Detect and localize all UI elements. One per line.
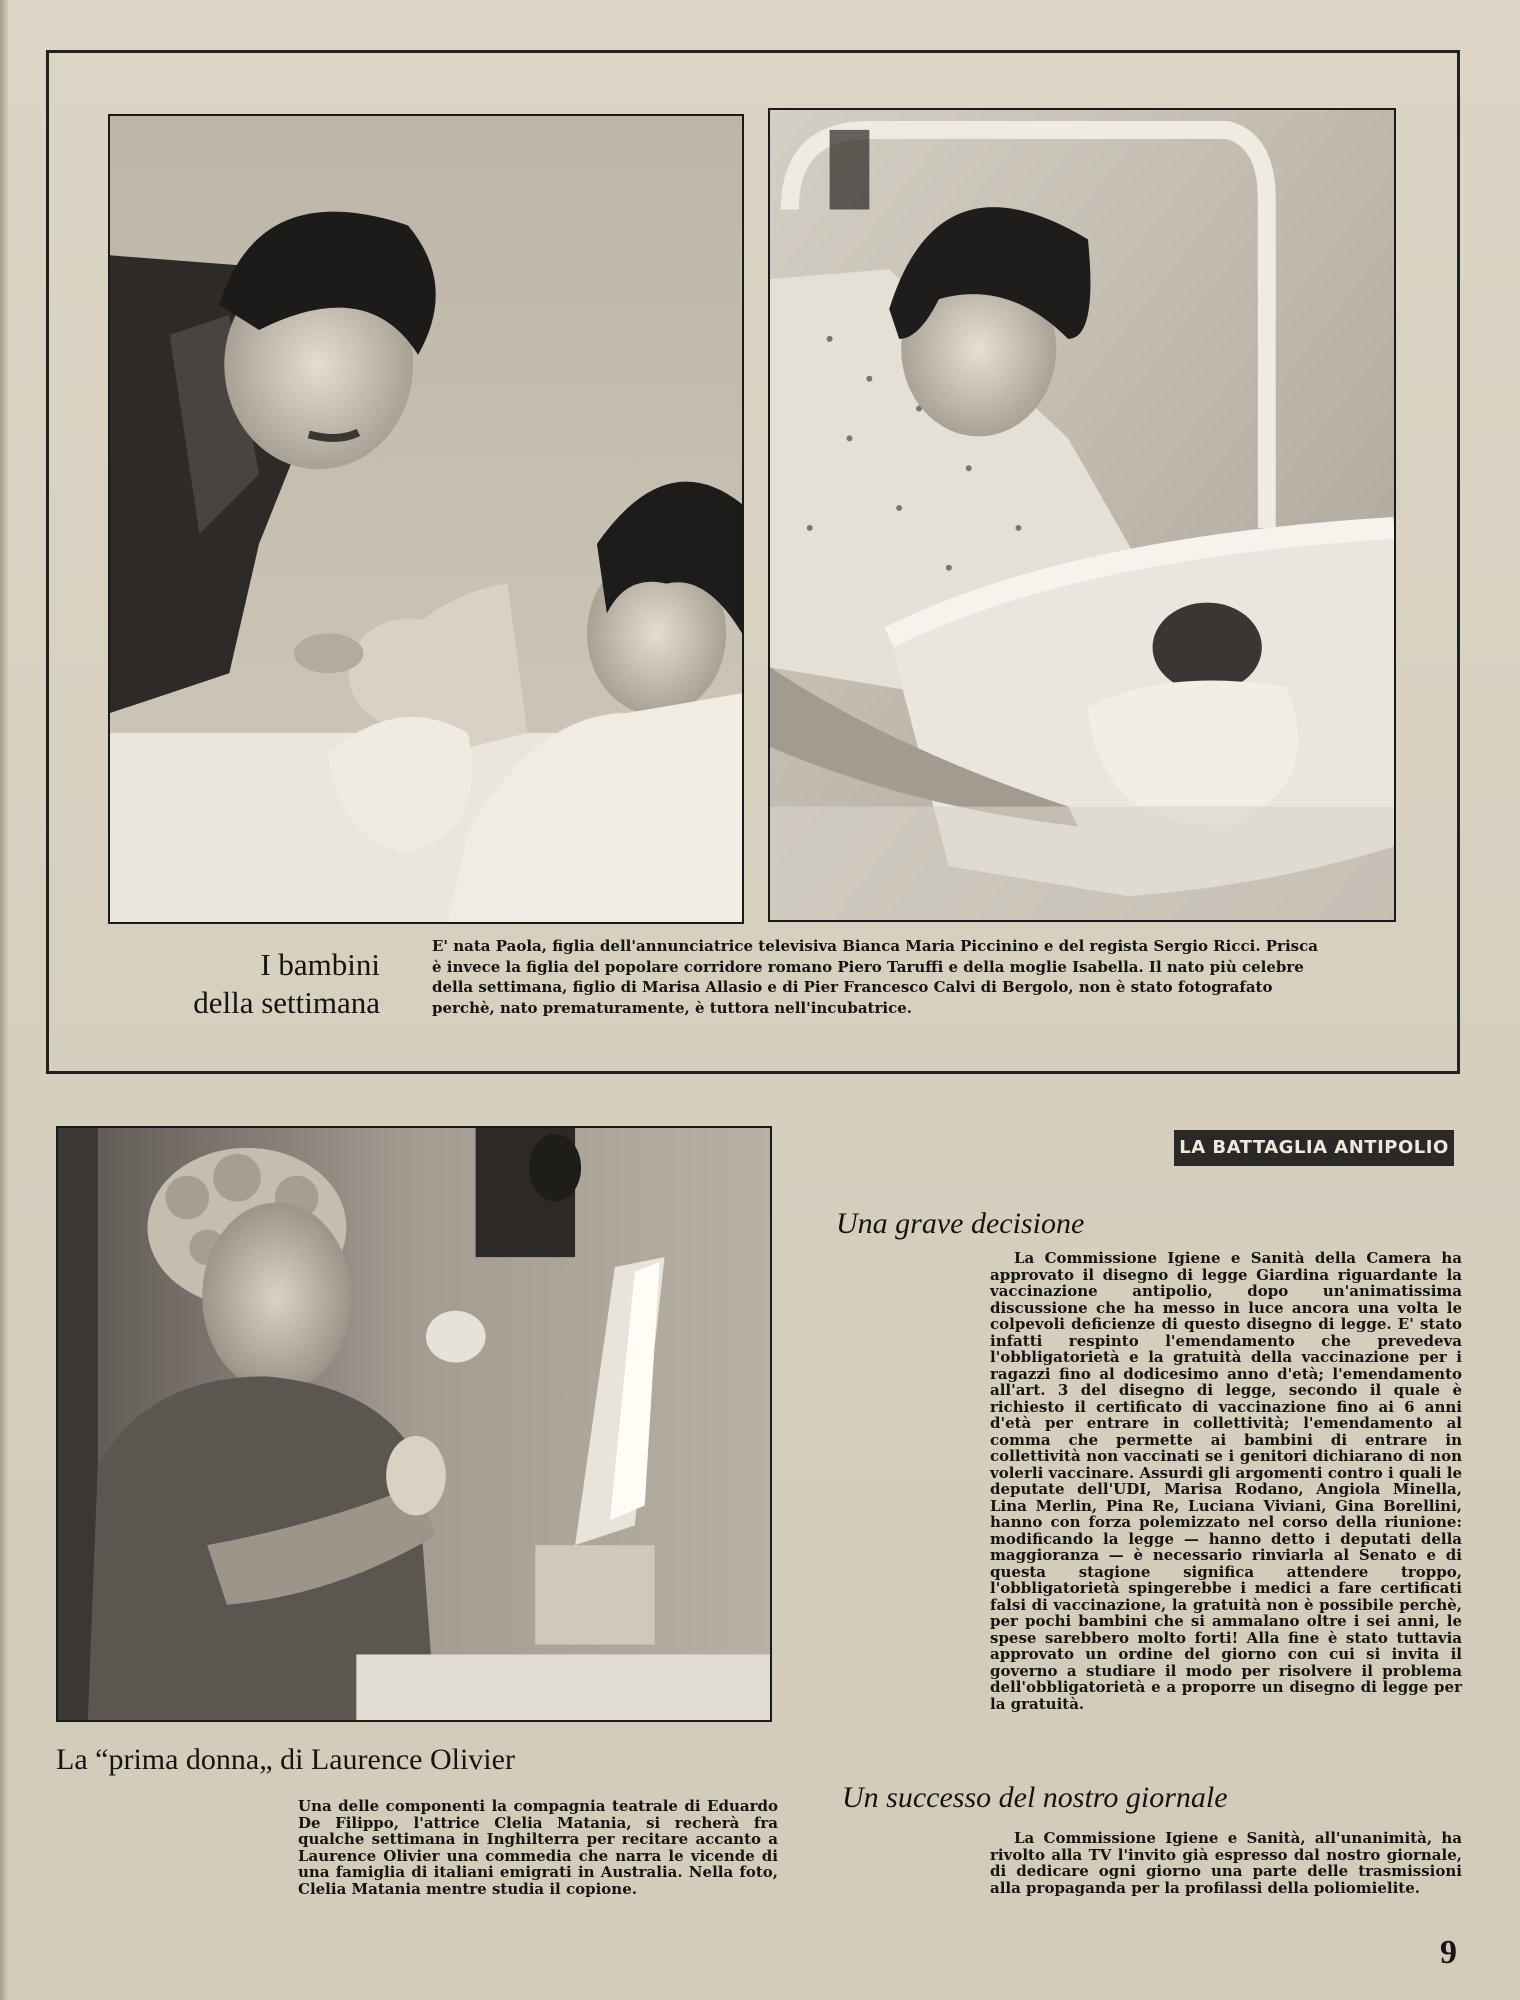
photo-clelia-matania — [56, 1126, 772, 1722]
top-section-caption: E' nata Paola, figlia dell'annunciatrice televisiva Bianca Maria Piccinino e del regista Sergio Ricci. Prisca è invece la figlia del popolare corridore romano Piero Taruffi e della moglie Isabella. Il nato più celebre della settimana, figlio di Marisa Allasio e di Pier Francesco Calvi di Bergolo, non è stato fotografato perchè, nato prematuramente, è tuttora nell'incubatrice. — [432, 937, 1318, 1017]
article-body-successo-text: La Commissione Igiene e Sanità, all'unanimità, ha rivolto alla TV l'invito già espresso dal nostro giornale, di dedicare ogni giorno una parte delle trasmissioni alla propaganda per la profilassi della poliomielite. — [990, 1829, 1462, 1897]
page-binding-edge — [0, 0, 8, 2000]
top-section-heading — [140, 946, 380, 1022]
article-body-successo — [990, 1830, 1462, 1896]
section-tag-antipolio: LA BATTAGLIA ANTIPOLIO — [1174, 1130, 1454, 1166]
article-body-grave-decisione-text: La Commissione Igiene e Sanità della Camera ha approvato il disegno di legge Giardina riguardante la vaccinazione antipolio, dopo un'animatissima discussione che ha messo in luce ancora una volta le colpevoli deficienze di questo disegno di legge. E' stato infatti respinto l'emendamento che prevedeva l'obbligatorietà e la gratuità della vaccinazione per i ragazzi fino al dodicesimo anno d'età; l'emendamento all'art. 3 del disegno di legge, secondo il quale è richiesto il certificato di vaccinazione fino ai 6 anni d'età per entrare in collettività; l'emendamento al comma che permette ai bambini di entrare in collettività non vaccinati se i genitori dichiarano di non volerli vaccinare. Assurdi gli argomenti contro i quali le deputate dell'UDI, Marisa Rodano, Angiola Minella, Lina Merlin, Pina Re, Luciana Viviani, Gina Borellini, hanno con forza polemizzato nel corso della riunione: modificando la legge — hanno detto i deputati della maggioranza — è necessario rinviarla al Senato e di questa stagione significa attendere troppo, l'obbligatorietà spingerebbe i medici a fare certificati falsi di vaccinazione, la gratuità non è possibile perchè, per pochi bambini che si ammalano oltre i sei anni, le spese sarebbero molto forti! Alla fine è stato tuttavia approvato un ordine del giorno con cui si invita il governo a studiare il modo per risolvere il problema dell'obbligatorietà e a proporre un disegno di legge per la gratuità. — [990, 1249, 1462, 1713]
article-title-successo: Un successo del nostro giornale — [842, 1781, 1228, 1814]
article-body-grave-decisione — [990, 1250, 1462, 1712]
article-title-grave-decisione: Una grave decisione — [836, 1207, 1085, 1240]
olivier-article-body: Una delle componenti la compagnia teatrale di Eduardo De Filippo, l'attrice Clelia Matania, si recherà fra qualche settimana in Inghilterra per recitare accanto a Laurence Olivier una commedia che narra le vicende di una famiglia di italiani emigrati in Australia. Nella foto, Clelia Matania mentre studia il copione. — [298, 1797, 778, 1898]
photo-mother-at-crib — [768, 108, 1396, 922]
olivier-article-title: La “prima donna„ di Laurence Olivier — [56, 1743, 515, 1776]
heading-line-1: I bambini — [260, 947, 380, 982]
page-number: 9 — [1440, 1934, 1457, 1971]
photo-parents-with-newborn — [108, 114, 744, 924]
heading-line-2: della settimana — [193, 985, 380, 1020]
